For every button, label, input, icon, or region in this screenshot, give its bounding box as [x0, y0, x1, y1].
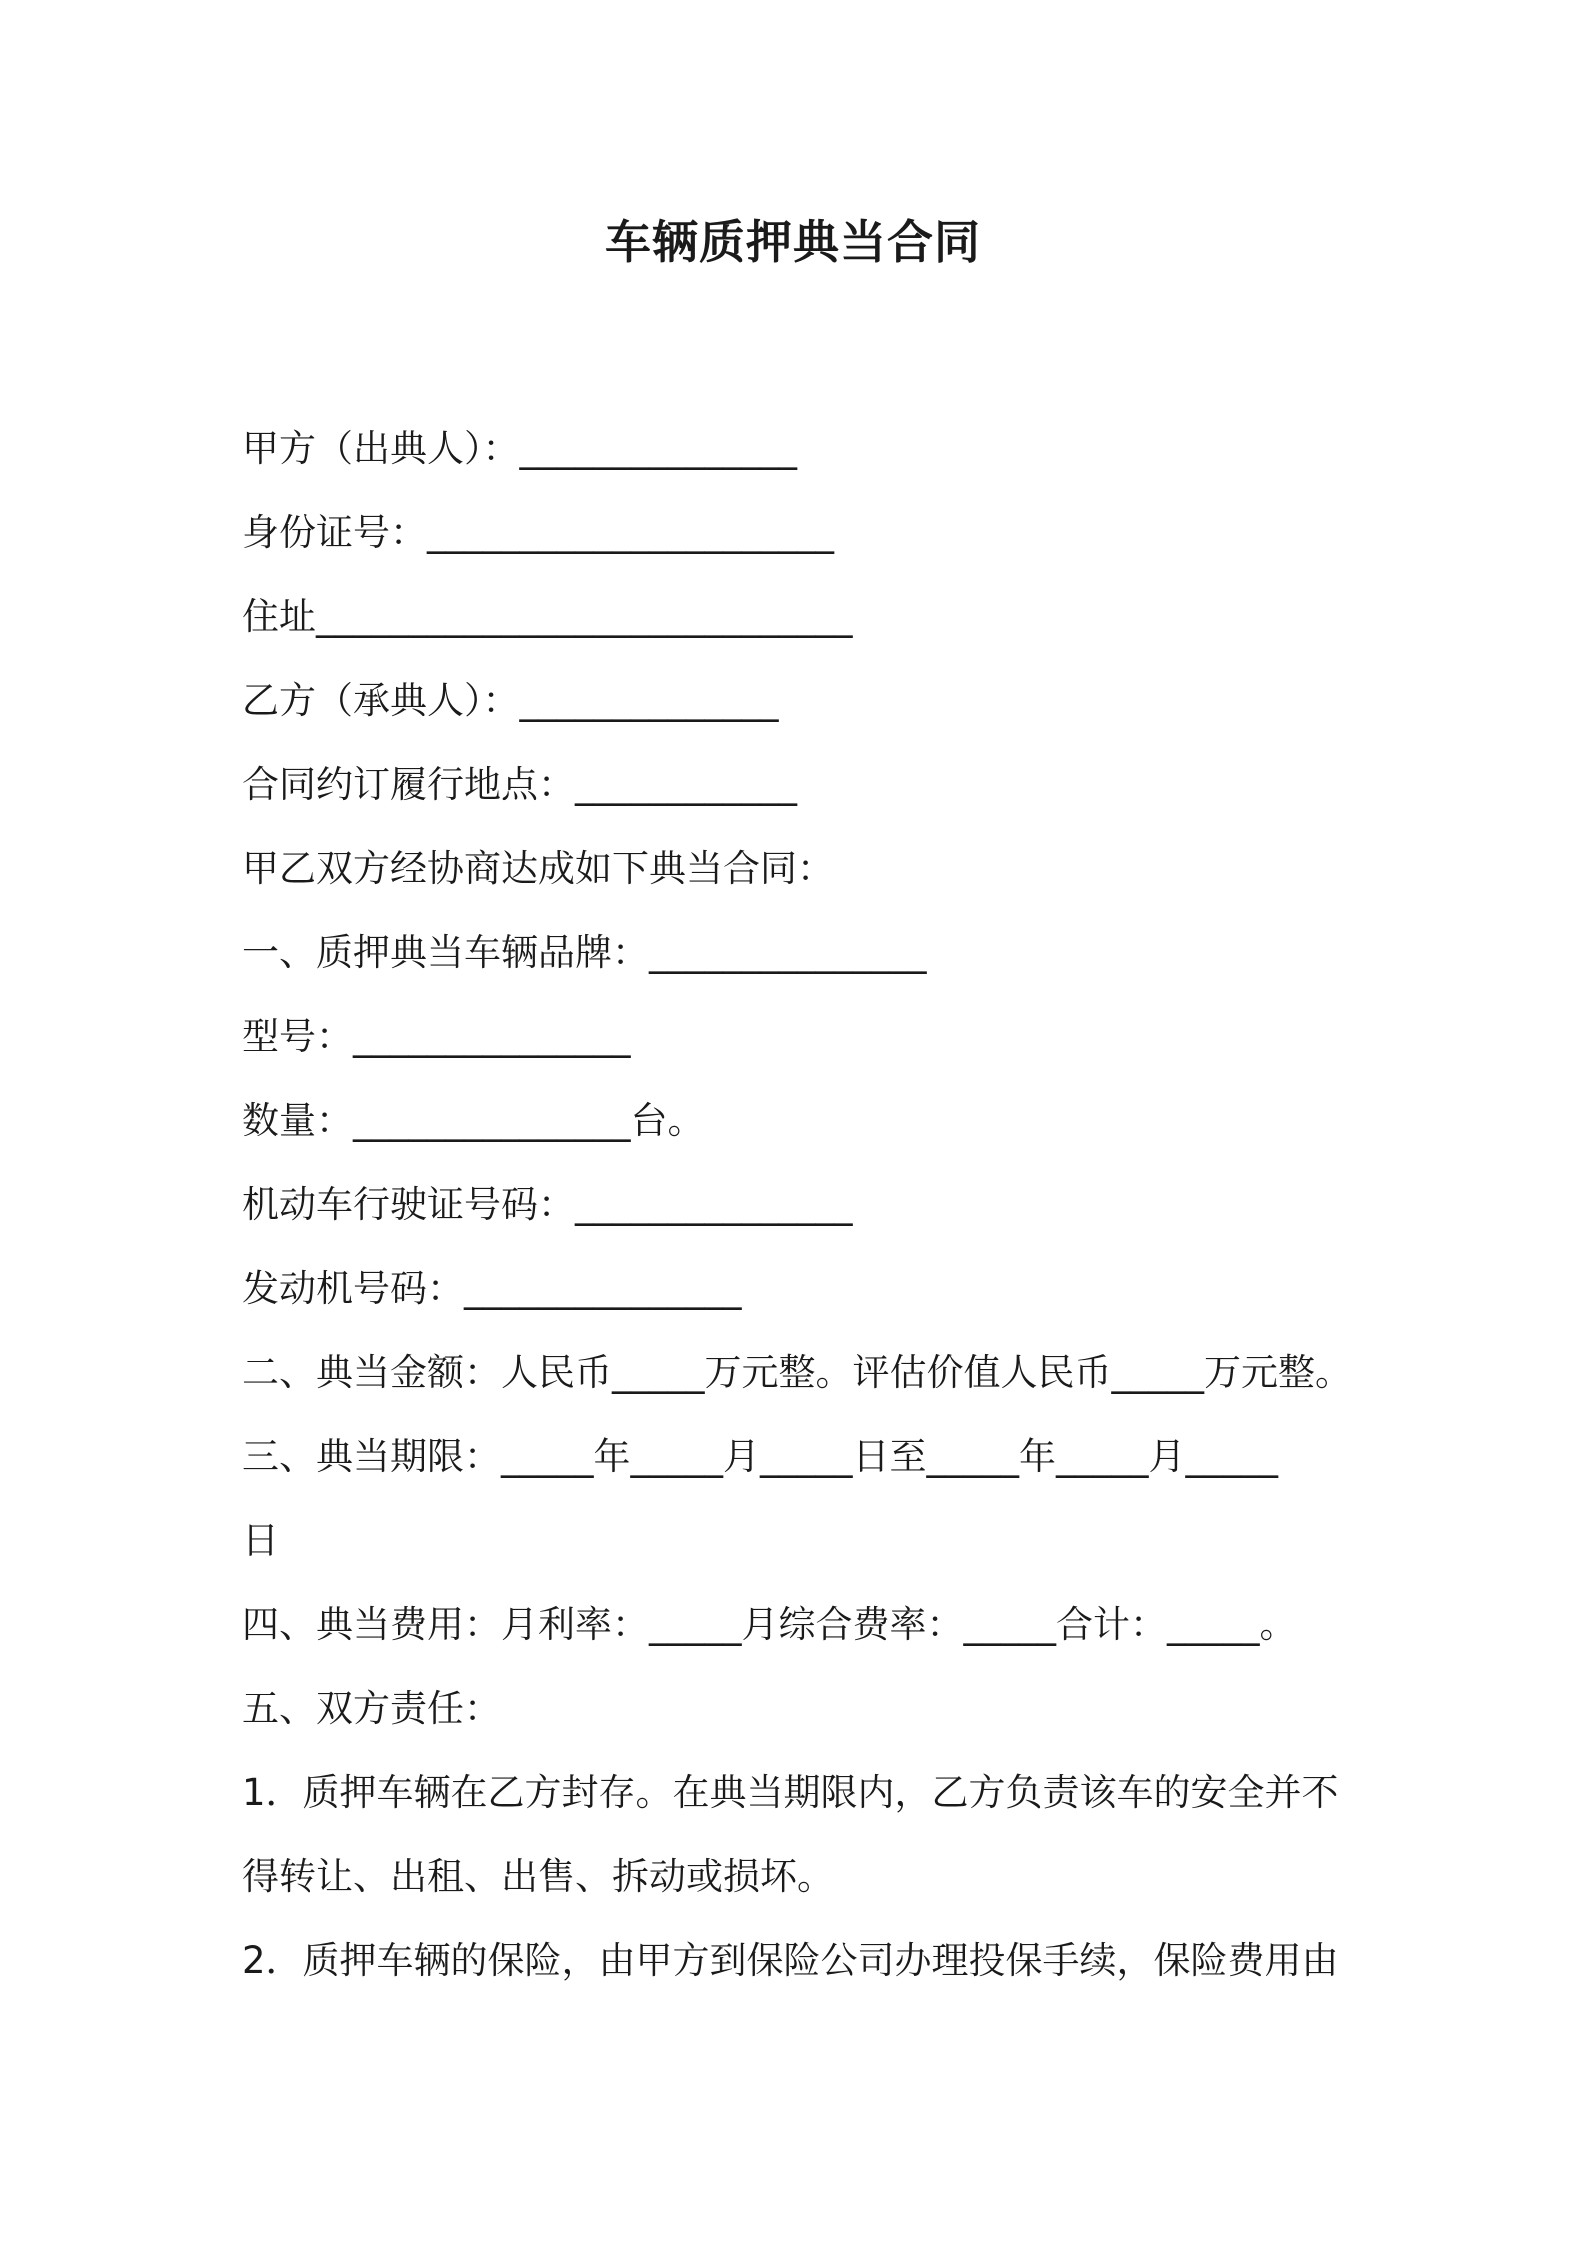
license-number-line: 机动车行驶证号码：_______________ — [242, 1183, 853, 1226]
clause-1-line-1: 1．质押车辆在乙方封存。在典当期限内，乙方负责该车的安全并不 — [242, 1771, 1339, 1814]
pawn-amount-line: 二、典当金额：人民币_____万元整。评估价值人民币_____万元整。 — [242, 1351, 1352, 1394]
vehicle-brand-line: 一、质押典当车辆品牌：_______________ — [242, 931, 927, 974]
engine-number-line: 发动机号码：_______________ — [242, 1267, 742, 1310]
party-b-line: 乙方（承典人）：______________ — [242, 679, 779, 722]
contract-location-line: 合同约订履行地点：____________ — [242, 763, 797, 806]
clause-1-line-2: 得转让、出租、出售、拆动或损坏。 — [242, 1855, 834, 1898]
responsibilities-heading: 五、双方责任： — [242, 1687, 501, 1730]
clause-2-line-1: 2．质押车辆的保险，由甲方到保险公司办理投保手续，保险费用由 — [242, 1939, 1339, 1982]
agreement-intro-line: 甲乙双方经协商达成如下典当合同： — [242, 847, 834, 890]
document-body — [242, 407, 1422, 2003]
pawn-fees-line: 四、典当费用：月利率：_____月综合费率：_____合计：_____。 — [242, 1603, 1297, 1646]
document-title: 车辆质押典当合同 — [605, 215, 981, 269]
vehicle-quantity-line: 数量：_______________台。 — [242, 1099, 705, 1142]
vehicle-model-line: 型号：_______________ — [242, 1015, 631, 1058]
pawn-period-line-continued: 日 — [242, 1519, 279, 1562]
pawn-period-line: 三、典当期限：_____年_____月_____日至_____年_____月_____ — [242, 1435, 1278, 1478]
address-line: 住址_____________________________ — [242, 595, 853, 638]
party-a-line: 甲方（出典人）：_______________ — [242, 427, 797, 470]
id-number-line: 身份证号：______________________ — [242, 511, 834, 554]
